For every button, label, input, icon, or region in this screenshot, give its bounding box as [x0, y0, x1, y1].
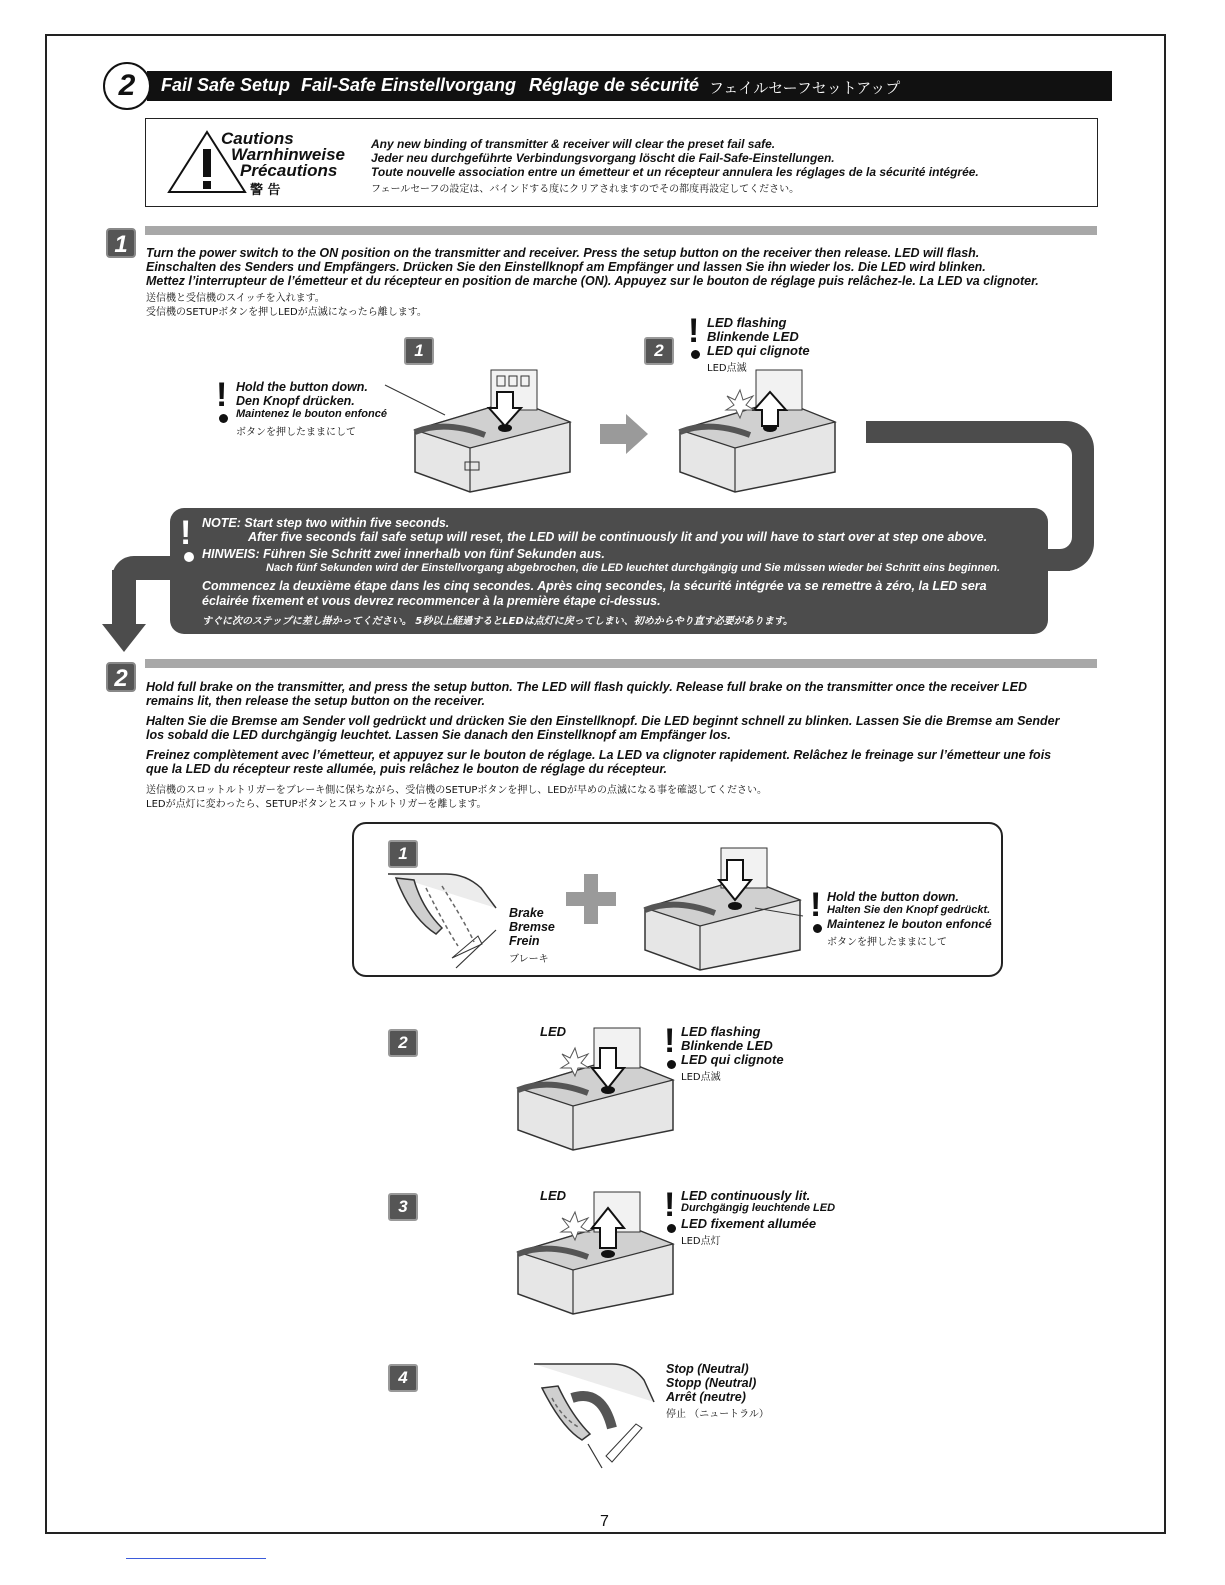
bullet-icon — [813, 924, 822, 933]
step1-text-fr: Mettez l’interrupteur de l’émetteur et du récepteur en position de marche (ON). Appuyez sur le bouton de réglage puis relâchez-le. La LED va clignoter. — [146, 274, 1039, 288]
step2-text-de1: Halten Sie die Bremse am Sender voll gedrückt und drücken Sie den Einstellknopf. Die LED beginnt schnell zu blinken. Lassen Sie die Bremse am Sender — [146, 714, 1060, 728]
step2-sub3-badge: 3 — [388, 1193, 418, 1221]
step1-sub1-badge: 1 — [404, 337, 434, 365]
plus-icon — [566, 874, 616, 924]
arrow-right-icon — [600, 414, 650, 454]
exclamation-icon: ! — [664, 1186, 676, 1224]
step1-text-de: Einschalten des Senders und Empfängers. Drücken Sie den Einstellknopf am Empfänger und lassen Sie ihn wieder los. Die LED wird blinken. — [146, 260, 986, 274]
step2-divider — [145, 659, 1097, 668]
footer-line — [126, 1558, 266, 1559]
flash-de: Blinkende LED — [681, 1038, 773, 1053]
step2-text-jp2: LEDが点灯に変わったら、SETUPボタンとスロットルトリガーを離します。 — [146, 799, 487, 810]
step2-sub2-badge: 2 — [388, 1029, 418, 1057]
step2-hold-en: Hold the button down. — [827, 890, 959, 904]
step2-text-de2: los sobald die LED durchgängig leuchtet. Lassen Sie danach den Einstellknopf am Empfänger los. — [146, 728, 731, 742]
step2-text-jp1: 送信機のスロットルトリガーをブレーキ側に保ちながら、受信機のSETUPボタンを押し、LEDが早めの点滅になる事を確認してください。 — [146, 785, 768, 796]
brake-label-de: Bremse — [509, 920, 555, 934]
lit-fr: LED fixement allumée — [681, 1216, 817, 1231]
flow-pipe — [112, 570, 136, 628]
stop-fr: Arrêt (neutre) — [666, 1390, 746, 1404]
step1-text-jp1: 送信機と受信機のスイッチを入れます。 — [146, 293, 325, 304]
cautions-text-de: Jeder neu durchgeführte Verbindungsvorgang löscht die Fail-Safe-Einstellungen. — [371, 151, 835, 165]
note-line1: NOTE: Start step two within five seconds. — [202, 516, 450, 530]
step1-divider — [145, 226, 1097, 235]
cautions-label-jp: 警 告 — [250, 183, 281, 198]
section-number: 2 — [103, 62, 151, 110]
note-line5: Commencez la deuxième étape dans les cinq secondes. Après cinq secondes, la sécurité intégrée va se remettre à zéro, la LED sera — [202, 579, 987, 593]
receiver-illustration — [508, 1018, 678, 1153]
note-line2: After five seconds fail safe setup will reset, the LED will be continuously lit and you will have to start over at step one above. — [248, 530, 988, 544]
cautions-text-en: Any new binding of transmitter & receiver will clear the preset fail safe. — [371, 137, 776, 151]
note-line7: すぐに次のステップに差し掛かってください。 5秒以上経過するとLEDは点灯に戻ってしまい、初めからやり直す必要があります。 — [202, 616, 793, 627]
step1-hold-en: Hold the button down. — [236, 380, 368, 394]
exclamation-icon: ! — [688, 312, 700, 350]
header-title-de: Fail-Safe Einstellvorgang — [301, 75, 517, 95]
cautions-box — [145, 118, 1098, 207]
bullet-icon — [667, 1224, 676, 1233]
exclamation-icon: ! — [664, 1022, 676, 1060]
bullet-icon — [219, 414, 228, 423]
bullet-icon — [184, 552, 194, 562]
lit-en: LED continuously lit. — [681, 1188, 811, 1203]
stop-de: Stopp (Neutral) — [666, 1376, 757, 1390]
note-box — [170, 508, 1048, 634]
step1-badge: 1 — [106, 228, 136, 258]
lit-jp: LED点灯 — [681, 1236, 721, 1247]
note-line3: HINWEIS: Führen Sie Schritt zwei innerhalb von fünf Sekunden aus. — [202, 547, 605, 561]
step2-text-fr1: Freinez complètement avec l’émetteur, et appuyez sur le bouton de réglage. La LED va clignoter rapidement. Relâchez le freinage sur l’émetteur une fois — [146, 748, 1052, 762]
step1-led-fr: LED qui clignote — [707, 343, 810, 358]
step1-sub2-badge: 2 — [644, 337, 674, 365]
step2-hold-de: Halten Sie den Knopf gedrückt. — [827, 904, 991, 916]
receiver-illustration — [670, 360, 840, 495]
header-title-en: Fail Safe Setup — [161, 75, 291, 95]
cautions-label-en: Cautions — [221, 129, 294, 148]
flash-jp: LED点滅 — [681, 1072, 721, 1083]
step2-badge: 2 — [106, 662, 136, 692]
note-line4: Nach fünf Sekunden wird der Einstellvorgang abgebrochen, die LED leuchtet durchgängig und Sie müssen wieder bei Schritt eins beginnen. — [266, 562, 1001, 574]
step2-text-en1: Hold full brake on the transmitter, and press the setup button. The LED will flash quickly. Release full brake on the transmitter once the receiver LED — [146, 680, 1027, 694]
step1-hold-fr: Maintenez le bouton enfoncé — [236, 408, 387, 420]
step1-hold-de: Den Knopf drücken. — [236, 394, 355, 408]
step2-text-fr2: que la LED du récepteur reste allumée, puis relâchez le bouton de réglage du récepteur. — [146, 762, 667, 776]
cautions-text-fr: Toute nouvelle association entre un émetteur et un récepteur annulera les réglages de la sécurité intégrée. — [371, 165, 979, 179]
receiver-illustration — [635, 838, 805, 973]
bullet-icon — [691, 350, 700, 359]
step2-hold-jp: ボタンを押したままにして — [827, 937, 947, 948]
exclamation-icon: ! — [216, 376, 228, 414]
receiver-illustration — [508, 1182, 678, 1317]
led-label: LED — [540, 1188, 566, 1203]
exclamation-icon: ! — [180, 514, 192, 552]
brake-label-jp: ブレーキ — [509, 954, 549, 965]
note-line6: éclairée fixement et vous devrez recommencer à la première étape ci-dessus. — [202, 594, 661, 608]
step1-text-jp2: 受信機のSETUPボタンを押しLEDが点滅になったら離します。 — [146, 307, 427, 318]
step1-led-en: LED flashing — [707, 315, 787, 330]
transmitter-trigger-illustration — [386, 868, 506, 970]
cautions-label-fr: Précautions — [240, 161, 338, 180]
arrow-down-icon — [102, 624, 146, 654]
stop-en: Stop (Neutral) — [666, 1362, 749, 1376]
page-number: 7 — [600, 1513, 609, 1530]
step2-sub4-badge: 4 — [388, 1364, 418, 1392]
cautions-text-jp: フェールセーフの設定は、バインドする度にクリアされますのでその都度再設定してください。 — [371, 184, 800, 195]
step1-led-de: Blinkende LED — [707, 329, 799, 344]
led-label: LED — [540, 1024, 566, 1039]
brake-label-fr: Frein — [509, 934, 540, 948]
header-title-fr: Réglage de sécurité — [529, 75, 700, 95]
step1-led-jp: LED点滅 — [707, 363, 747, 374]
header-title-jp: フェイルセーフセットアップ — [709, 79, 901, 97]
step2-text-en2: remains lit, then release the setup button on the receiver. — [146, 694, 485, 708]
step1-text-en: Turn the power switch to the ON position on the transmitter and receiver. Press the setup button on the receiver then release. LED will flash. — [146, 246, 980, 260]
section-header — [147, 71, 1112, 101]
step1-hold-jp: ボタンを押したままにして — [236, 427, 356, 438]
flash-en: LED flashing — [681, 1024, 761, 1039]
brake-label-en: Brake — [509, 906, 544, 920]
flash-fr: LED qui clignote — [681, 1052, 784, 1067]
bullet-icon — [667, 1060, 676, 1069]
step2-hold-fr: Maintenez le bouton enfoncé — [827, 917, 992, 931]
cautions-label-de: Warnhinweise — [231, 145, 345, 164]
lit-de: Durchgängig leuchtende LED — [681, 1202, 836, 1214]
step2-sub1-badge: 1 — [388, 840, 418, 868]
stop-jp: 停止 （ニュートラル） — [666, 1409, 769, 1420]
receiver-illustration — [405, 360, 575, 495]
transmitter-trigger-illustration — [532, 1358, 662, 1470]
exclamation-icon: ! — [810, 886, 822, 924]
flow-pipe — [866, 421, 1066, 443]
